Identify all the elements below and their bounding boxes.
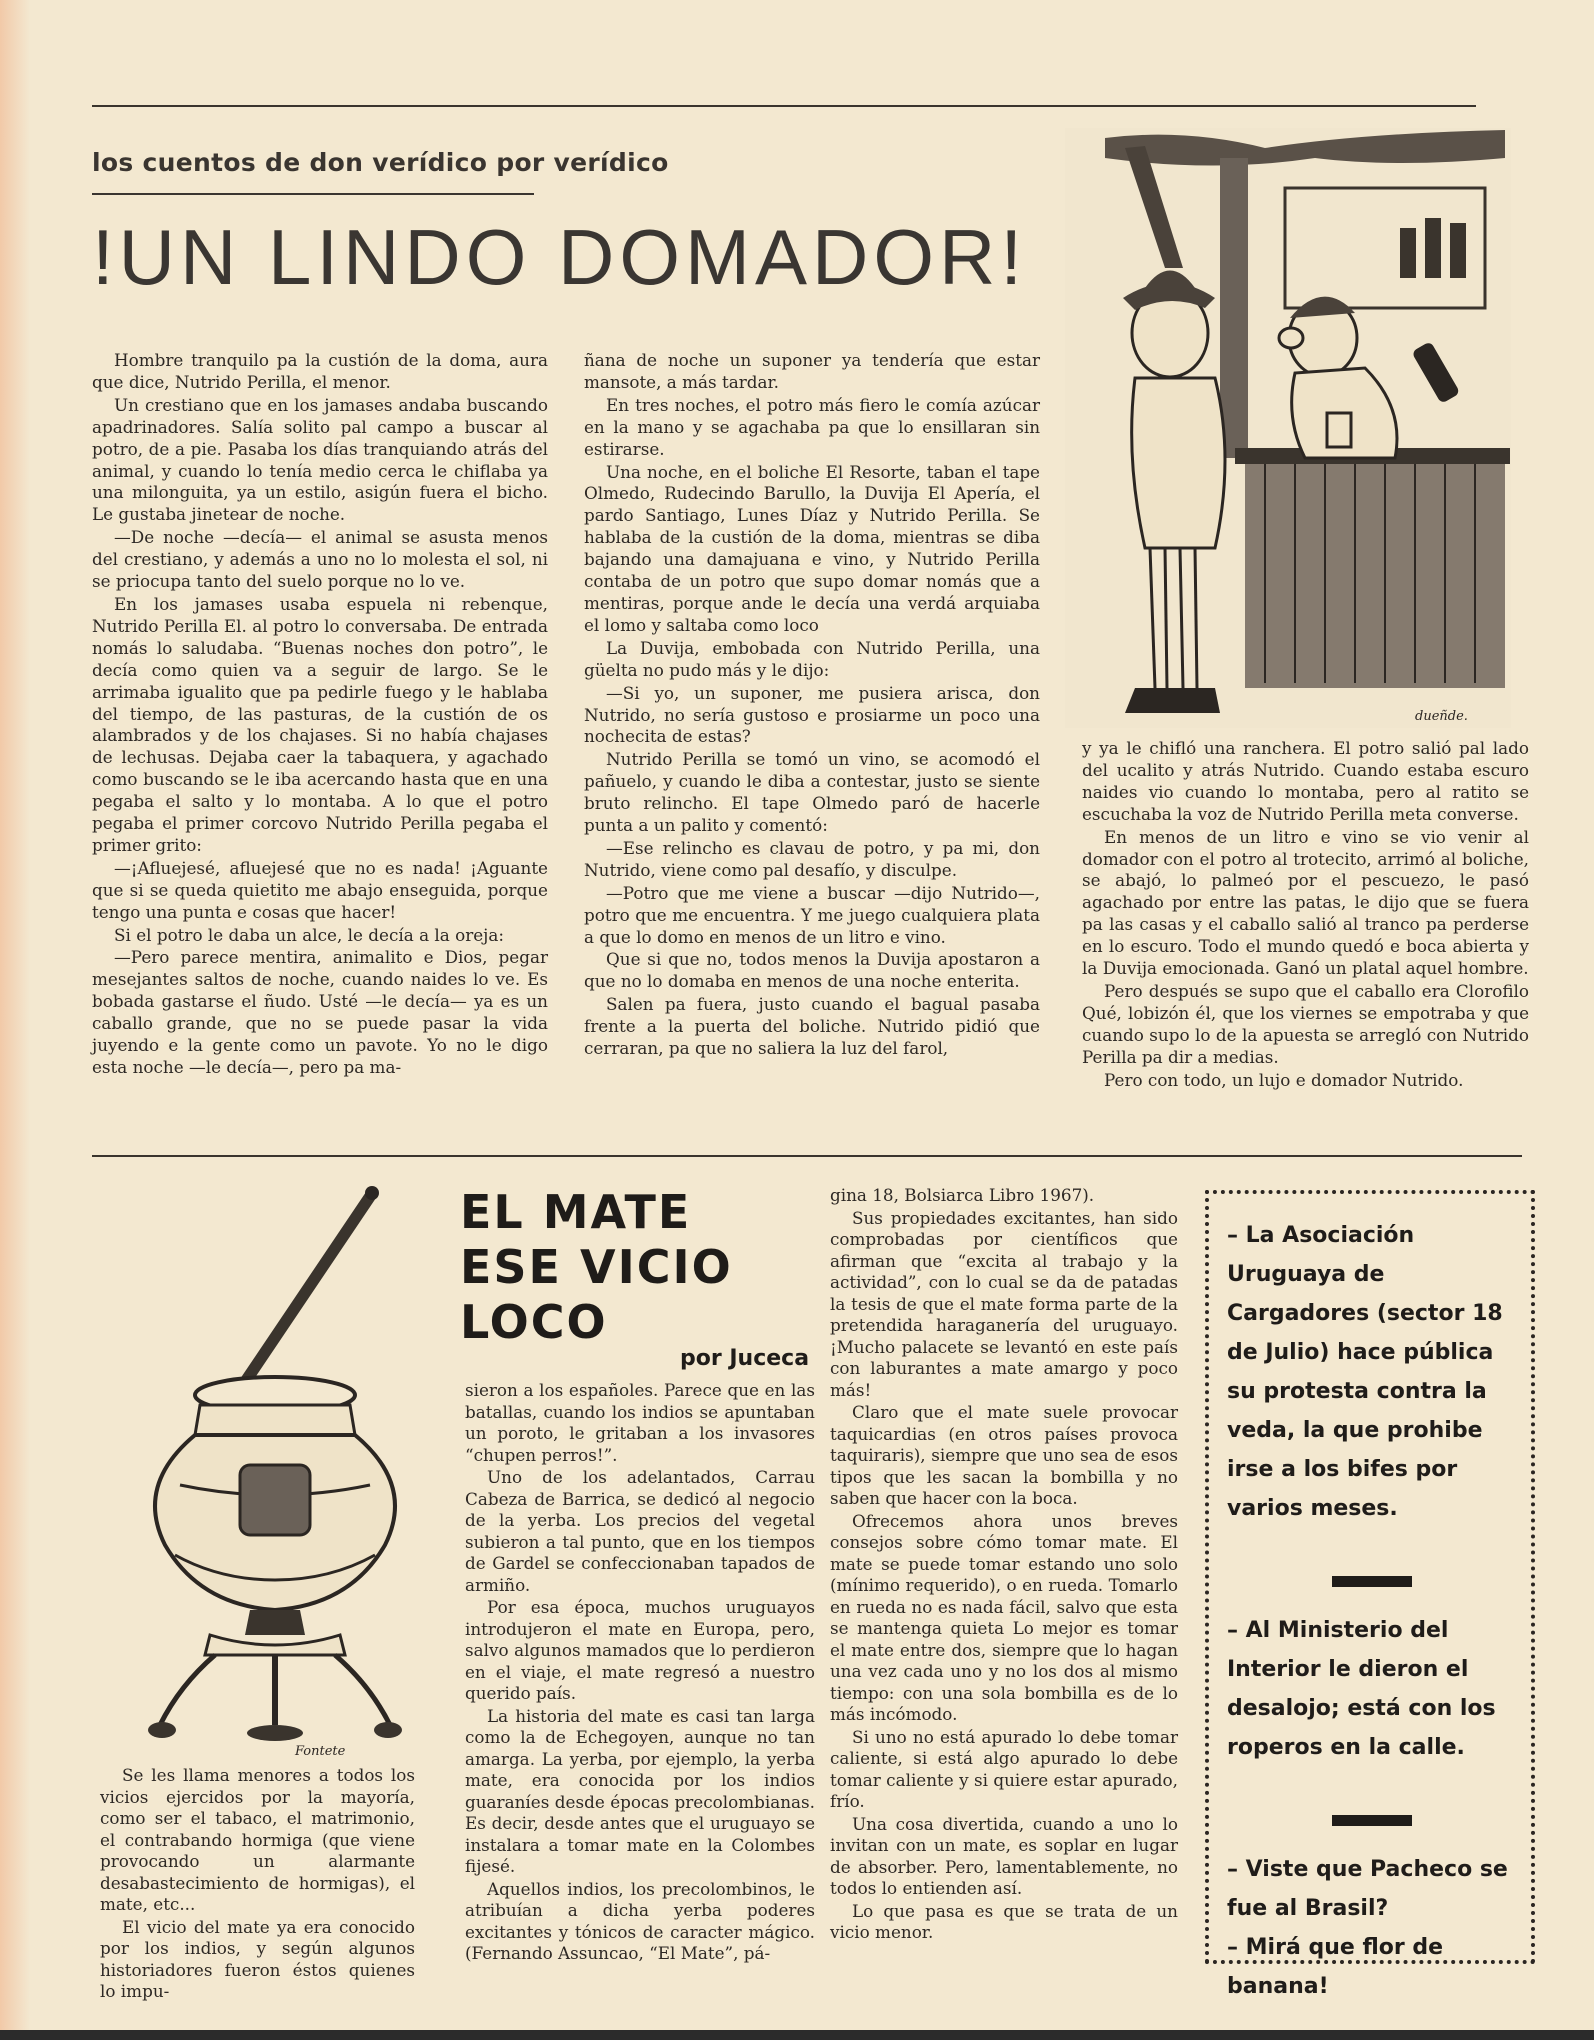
paragraph: y ya le chifló una ranchera. El potro salió pal lado del ucalito y atrás Nutrido. Cuando estaba escuro naides vio cuando lo montaba, pero al ratito se escuchaba la voz de Nutrido Perilla meta converse. [1082,738,1529,824]
paragraph: Claro que el mate suele provocar taquicardias (en otros países provoca taquiraris), siempre que uno sea de esos tipos que les sacan la bombilla y no saben que hacer con la boca. [830,1402,1178,1508]
paragraph: Lo que pasa es que se trata de un vicio menor. [830,1900,1178,1942]
paragraph: Una cosa divertida, cuando a uno lo invitan con un mate, es soplar en lugar de absorber. Pero, lamentablemente, no todos lo entienden así. [830,1813,1178,1898]
paragraph: —Ese relincho es clavau de potro, y pa mi, don Nutrido, viene como pal desafío, y disculpe. [584,837,1040,880]
illustration-signature: dueñde. [1415,709,1468,724]
paragraph: —Potro que me viene a buscar —dijo Nutrido—, potro que me encuentra. Y me juego cualquiera plata a que lo domo en menos de un litro e vino. [584,882,1040,947]
title-line: LOCO [460,1295,608,1349]
section-divider [92,1155,1522,1157]
paragraph: —Si yo, un suponer, me pusiera arisca, don Nutrido, no sería gustoso e prosiarme un poco una nochecita de estas? [584,682,1040,747]
mate-column-2 [465,1380,815,1966]
mate-title [460,1185,733,1350]
paragraph: Uno de los adelantados, Carrau Cabeza de Barrica, se dedicó al negocio de la yerba. Los precios del vegetal subieron a tal punto, que en los tiempos de Gardel se confeccionaban tapados de armiño. [465,1467,815,1595]
news-brief-item: – Al Ministerio del Interior le dieron el desalojo; está con los roperos en la calle. [1227,1618,1496,1760]
news-brief-item: – La Asociación Uruguaya de Cargadores (sector 18 de Julio) hace pública su protesta contra la veda, la que prohibe irse a los bifes por varios meses. [1227,1223,1503,1521]
paragraph: sieron a los españoles. Parece que en las batallas, cuando los indios se apuntaban un poroto, le gritaban a los invasores “chupen perros!”. [465,1380,815,1465]
cuentos-column-3 [1082,738,1529,1093]
mate-column-3 [830,1185,1178,1945]
paragraph: Pero después se supo que el caballo era Clorofilo Qué, lobizón él, que los viernes se empotraba y que cuando supo lo de la apuesta se arregló con Nutrido Perilla pa dir a medias. [1082,980,1529,1067]
paragraph: —De noche —decía— el animal se asusta menos del crestiano, y además a uno no lo molesta el sol, ni se priocupa tanto del suelo porque no lo ve. [92,527,548,592]
page-bottom-edge [0,2030,1594,2040]
paragraph: Pero con todo, un lujo e domador Nutrido. [1104,1069,1464,1090]
cuentos-column-1 [92,350,548,1080]
paragraph: La historia del mate es casi tan larga como la de Echegoyen, aunque no tan amarga. La yerba, por ejemplo, la yerba mate, era conocida por los indios guaraníes desde épocas precolombianas. Es decir, desde antes que el uruguayo se instalara a tomar mate en la Colombes fijesé. [465,1705,815,1876]
paragraph: Salen pa fuera, justo cuando el bagual pasaba frente a la puerta del boliche. Nutrido pidió que cerraran, pa que no saliera la luz del farol, [584,994,1040,1059]
mate-column-1 [100,1765,415,2004]
kicker-underline [92,193,534,195]
paragraph: Ofrecemos ahora unos breves consejos sobre cómo tomar mate. El mate se puede tomar estando uno solo (mínimo requerido), o en rueda. Tomarlo en rueda no es nada fácil, salvo que esta se mantenga quieta Lo mejor es tomar el mate entre dos, siempre que lo hagan una vez cada uno y no los dos al mismo tiempo: con una sola bombilla es de lo más incómodo. [830,1510,1178,1724]
news-brief-item: – Viste que Pacheco se fue al Brasil? – Mirá que flor de banana! [1227,1857,1508,1999]
paragraph: Hombre tranquilo pa la custión de la doma, aura que dice, Nutrido Perilla, el menor. [92,350,548,392]
title-line: EL MATE [460,1185,692,1239]
mate-byline: por Juceca [680,1346,810,1371]
article-headline: !UN LINDO DOMADOR! [92,213,1028,301]
news-brief-content [1227,1216,1517,2006]
illustration-signature: Fontete [295,1744,346,1759]
separator-bar [1332,1576,1412,1587]
page-edge [0,0,30,2040]
paragraph: —¡Afluejesé, afluejesé que no es nada! ¡Aguante que si se queda quietito me abajo enseguida, porque tengo una punta e cosas que hacer! [92,857,548,922]
paragraph: ñana de noche un suponer ya tendería que estar mansote, a más tardar. [584,350,1040,392]
paragraph: Aquellos indios, los precolombinos, le atribuían a dicha yerba poderes excitantes y tónicos de caracter mágico. (Fernando Assuncao, “El Mate”, pá- [465,1878,815,1963]
paragraph: Sus propiedades excitantes, han sido comprobadas por científicos que afirman que “excita al trabajo y la actividad”, con lo cual se da de patadas la tesis de que el mate forma parte de la pretendida haraganería del uruguayo. ¡Mucho palacete se levantó en este país con laburantes a mate amargo y poco más! [830,1207,1178,1400]
section-kicker: los cuentos de don verídico por verídico [92,148,669,177]
paragraph: En los jamases usaba espuela ni rebenque, Nutrido Perilla El. al potro lo conversaba. De entrada nomás lo saludaba. “Buenas noches don potro”, le decía como quien va a seguir de largo. Se le arrimaba igualito que pa pedirle fuego y le hablaba del tiempo, de las pasturas, de la custión de os alambrados y de los chajases. Si no había chajases de lechusas. Dejaba caer la tabaquera, y agachado como buscando se le iba acercando hasta que en una pegaba el salto y lo montaba. A lo que el potro pegaba el primer corcovo Nutrido Perilla pegaba el primer grito: [92,593,548,855]
paragraph: Si uno no está apurado lo debe tomar caliente, si está algo apurado lo debe tomar caliente y si quiere estar apurado, frío. [830,1726,1178,1811]
paragraph: La Duvija, embobada con Nutrido Perilla, una güelta no pudo más y le dijo: [584,637,1040,680]
paragraph: gina 18, Bolsiarca Libro 1967). [830,1185,1095,1205]
top-rule [92,105,1476,107]
separator-bar [1332,1815,1412,1826]
paragraph: En tres noches, el potro más fiero le comía azúcar en la mano y se agachaba pa que lo ensillaran sin estirarse. [584,394,1040,459]
paragraph: Se les llama menores a todos los vicios ejercidos por la mayoría, como ser el tabaco, el matrimonio, el contrabando hormiga (que viene provocando un alarmante desabastecimiento de hormigas), el mate, etc... [100,1765,415,1914]
cuentos-column-2 [584,350,1040,1061]
paragraph: En menos de un litro e vino se vio venir al domador con el potro al trotecito, arrimó al boliche, se abajó, lo palmeó por el pescuezo, le pasó agachado por entre las patas, le dijo que se fuera pa las casas y el caballo salió al tranco pa perderse en lo escuro. Todo el mundo quedó e boca abierta y la Duvija emocionada. Ganó un platal aquel hombre. [1082,826,1529,979]
paragraph: Por esa época, muchos uruguayos introdujeron el mate en Europa, pero, salvo algunos mamados que lo perdieron en el viaje, el mate regresó a nuestro querido país. [465,1597,815,1703]
paragraph: —Pero parece mentira, animalito e Dios, pegar mesejantes saltos de noche, cuando naides lo ve. Es bobada gastarse el ñudo. Usté —le decía— ya es un caballo grande, que no se puede pasar la vida juyendo e la gente como un pavote. Yo no le digo esta noche —le decía—, pero pa ma- [92,947,548,1077]
paragraph: Que si que no, todos menos la Duvija apostaron a que no lo domaba en menos de una noche enterita. [584,949,1040,992]
news-brief-box [1205,1190,1535,1999]
paragraph: Un crestiano que en los jamases andaba buscando apadrinadores. Salía solito pal campo a buscar al potro, de a pie. Pasaba los días tranquiando atrás del animal, y cuando lo tenía medio cerca le chiflaba ya una milonguita, ya un estilo, asigún fuera el bicho. Le gustaba jinetear de noche. [92,394,548,525]
paragraph: Una noche, en el boliche El Resorte, taban el tape Olmedo, Rudecindo Barullo, la Duvija El Apería, el pardo Santiago, Lunes Díaz y Nutrido Perilla. Se hablaba de la custión de la doma, mientras se diba bajando una damajuana e vino, y Nutrido Perilla contaba de un potro que supo domar nomás que a mentiras, porque ande le decía una verdá arquiaba el lomo y saltaba como loco [584,461,1040,635]
title-line: ESE VICIO [460,1240,733,1294]
mate-gourd-illustration [140,1185,410,1760]
paragraph: El vicio del mate ya era conocido por los indios, y según algunos historiadores fueron éstos quienes lo impu- [100,1916,415,2001]
tavern-illustration [1065,128,1511,728]
paragraph: Nutrido Perilla se tomó un vino, se acomodó el pañuelo, y cuando le diba a contestar, justo se siente bruto relincho. El tape Olmedo paró de hacerle punta a un palito y comentó: [584,749,1040,836]
paragraph: Si el potro le daba un alce, le decía a la oreja: [114,924,505,945]
